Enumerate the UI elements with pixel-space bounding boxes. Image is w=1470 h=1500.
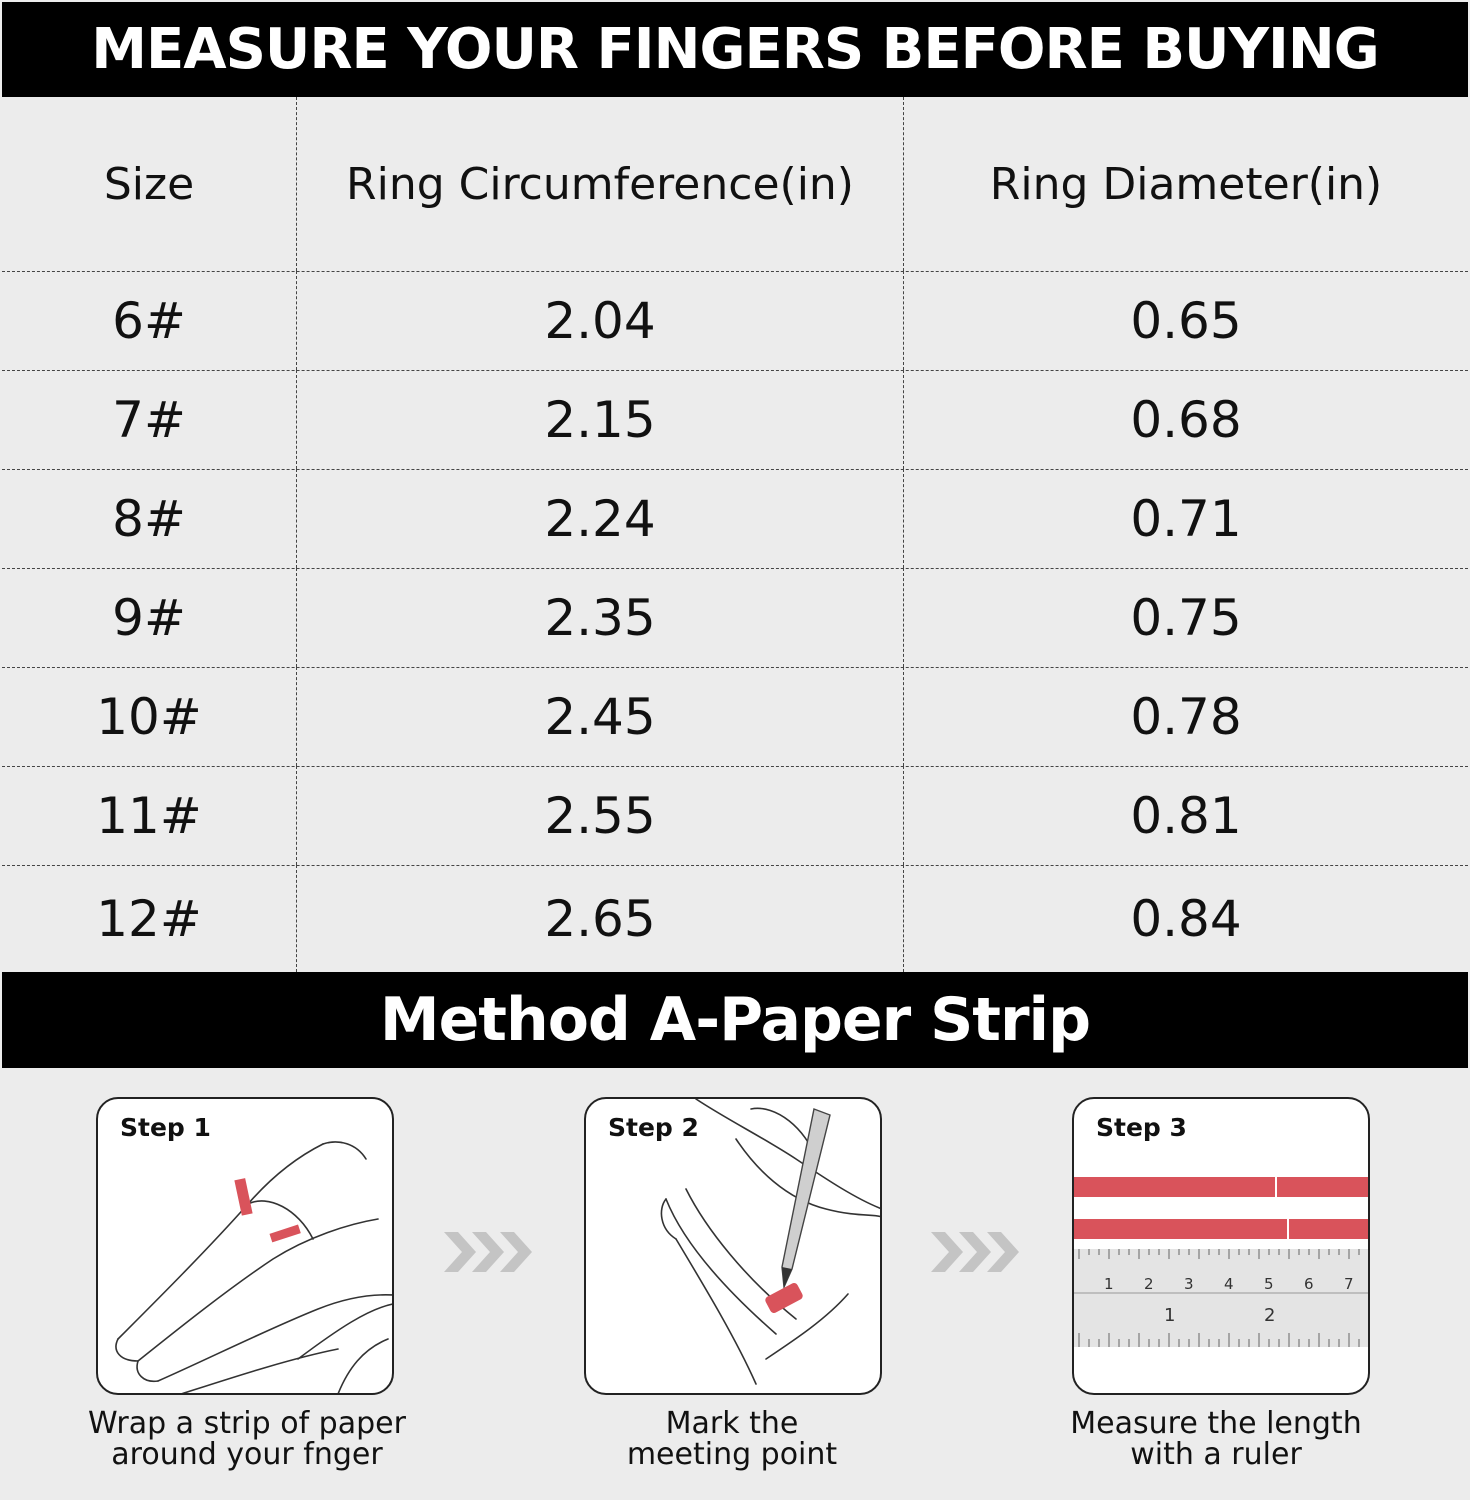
table-row [2,469,1468,569]
page-title-banner [2,2,1468,97]
svg-text:6: 6 [1304,1275,1314,1293]
circumference-cell: 2.15 [297,370,904,469]
step-3-card [1072,1097,1370,1395]
step-1-label: Step 1 [120,1113,211,1142]
circumference-cell: 2.35 [297,568,904,667]
column-header-size: Size [2,97,297,271]
size-cell: 7# [2,370,297,469]
diameter-cell: 0.78 [1130,687,1242,746]
pen-mark-finger-icon [586,1099,882,1395]
step-3-caption [1016,1408,1416,1470]
diameter-cell: 0.68 [1130,390,1242,449]
page-title: MEASURE YOUR FINGERS BEFORE BUYING [91,17,1379,82]
circumference-cell: 2.24 [297,469,904,568]
svg-text:1: 1 [1104,1275,1114,1293]
size-cell: 6# [2,271,297,370]
table-row [2,766,1468,866]
diameter-cell: 0.81 [1130,786,1242,845]
step-2-caption-line-1: Mark the [665,1406,799,1441]
size-cell: 8# [2,469,297,568]
svg-text:2: 2 [1264,1305,1276,1326]
svg-text:1: 1 [1164,1305,1176,1326]
step-2-card [584,1097,882,1395]
svg-text:3: 3 [1184,1275,1194,1293]
circumference-cell: 2.55 [297,766,904,865]
svg-text:5: 5 [1264,1275,1274,1293]
step-3-label: Step 3 [1096,1113,1187,1142]
size-cell: 11# [2,766,297,865]
diameter-cell: 0.71 [1130,489,1242,548]
step-3-caption-line-1: Measure the length [1070,1406,1362,1441]
size-cell: 10# [2,667,297,766]
circumference-cell: 2.04 [297,271,904,370]
ruler-strip-icon [1074,1099,1370,1395]
table-row [2,865,1468,972]
step-3-caption-line-2: with a ruler [1130,1437,1302,1472]
svg-text:7: 7 [1344,1275,1354,1293]
step-2-caption-line-2: meeting point [626,1437,838,1472]
step-1-caption [47,1408,447,1470]
step-1-caption-line-1: Wrap a strip of paper [88,1406,406,1441]
circumference-cell: 2.45 [297,667,904,766]
size-cell: 12# [2,865,297,972]
table-row [2,370,1468,470]
step-1-card [96,1097,394,1395]
table-row [2,568,1468,668]
chevron-arrows-icon [444,1228,538,1276]
table-header-row [2,97,1468,272]
circumference-cell: 2.65 [297,865,904,972]
table-row [2,271,1468,371]
size-cell: 9# [2,568,297,667]
diameter-cell: 0.84 [1130,889,1242,948]
step-2-label: Step 2 [608,1113,699,1142]
svg-text:4: 4 [1224,1275,1234,1293]
ring-size-table [2,97,1468,972]
step-1-caption-line-2: around your fnger [111,1437,383,1472]
chevron-arrows-icon [931,1228,1025,1276]
diameter-cell: 0.75 [1130,588,1242,647]
diameter-cell: 0.65 [1130,291,1242,350]
table-row [2,667,1468,767]
svg-text:2: 2 [1144,1275,1154,1293]
method-title-banner [2,972,1468,1068]
column-header-circumference: Ring Circumference(in) [297,97,904,271]
hand-wrap-paper-icon [98,1099,394,1395]
method-title: Method A-Paper Strip [379,985,1091,1055]
step-2-caption [532,1408,932,1470]
column-header-diameter: Ring Diameter(in) [989,158,1383,210]
